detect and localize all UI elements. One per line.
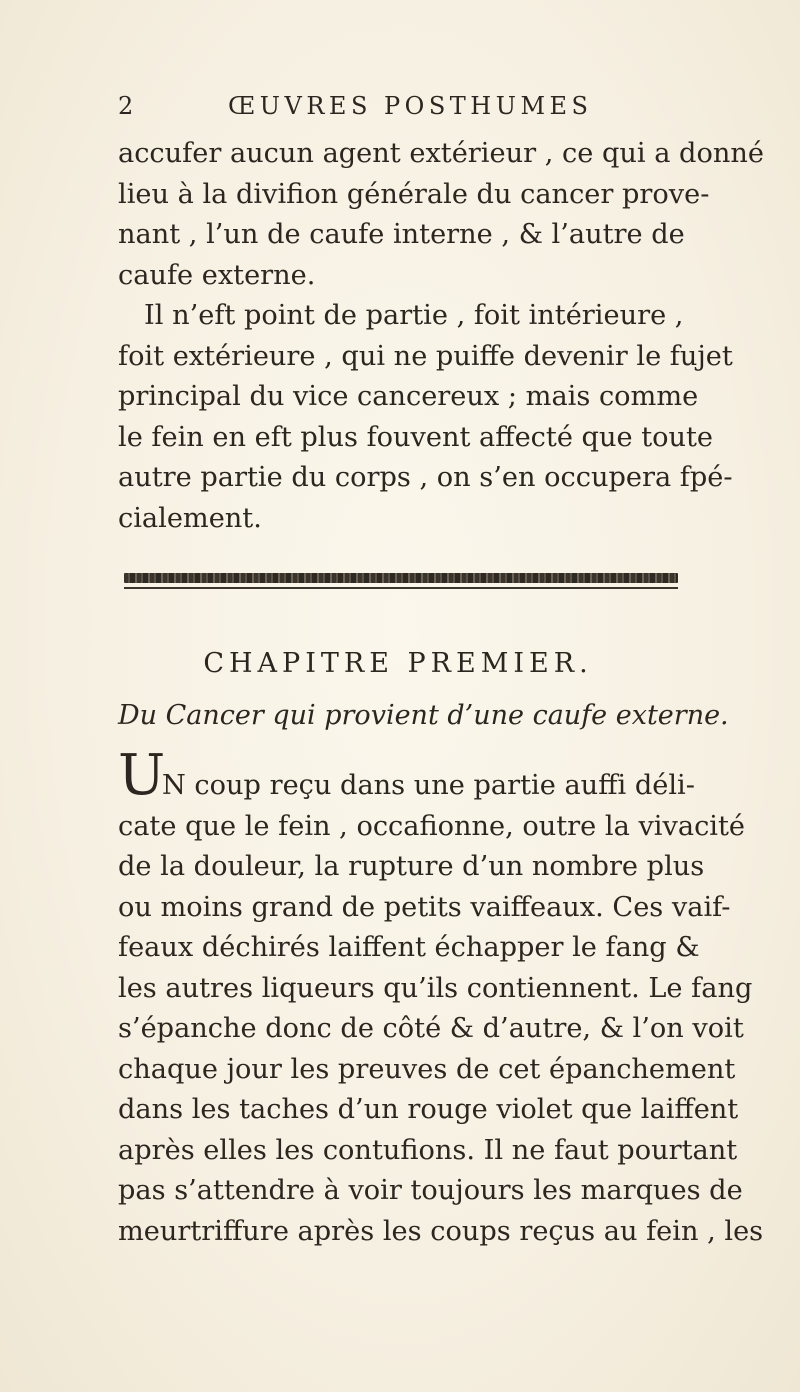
text-line: caufe externe. (118, 259, 316, 291)
text-line: le fein en eft plus fouvent affecté que toute (118, 421, 714, 453)
ornament-rule (124, 587, 678, 589)
text-line: pas s’attendre à voir toujours les marques de (118, 1175, 743, 1206)
text-line: lieu à la divifion générale du cancer prove- (118, 178, 710, 210)
text-line: dans les taches d’un rouge violet que laiffent (118, 1094, 739, 1125)
text-line: meurtriffure après les coups reçus au fein , les (118, 1215, 764, 1247)
text-line: autre partie du corps , on s’en occupera fpé- (118, 462, 733, 493)
text-line: de la douleur, la rupture d’un nombre plus (118, 851, 705, 882)
text-line: feaux déchirés laiffent échapper le fang & (118, 932, 700, 963)
text-line: les autres liqueurs qu’ils contiennent. Le fang (118, 972, 753, 1004)
text-line: nant , l’un de caufe interne , & l’autre de (118, 219, 685, 250)
ornamental-divider (124, 573, 678, 595)
drop-cap: U (118, 743, 166, 808)
body-paragraph (118, 766, 764, 1252)
chapter-title: CHAPITRE PREMIER. (203, 648, 593, 679)
text-line: s’épanche donc de côté & d’autre, & l’on voit (118, 1013, 744, 1044)
text-line: ou moins grand de petits vaiffeaux. Ces vaif- (118, 891, 731, 923)
text-line: après elles les contufions. Il ne faut pourtant (118, 1134, 738, 1166)
page-number: 2 (118, 92, 135, 120)
text-line: cate que le fein , occafionne, outre la vivacité (118, 810, 746, 842)
text-line: principal du vice cancereux ; mais comme (118, 381, 699, 412)
running-head (118, 92, 678, 126)
chapter-subtitle: Du Cancer qui provient d’une caufe externe. (118, 700, 729, 731)
text-line: foit extérieure , qui ne puiffe devenir le fujet (118, 340, 733, 372)
text-line: chaque jour les preuves de cet épanchement (118, 1053, 736, 1085)
intro-paragraphs (118, 134, 764, 539)
text-line: Il n’eft point de partie , foit intérieure , (144, 300, 684, 331)
text-line: N coup reçu dans une partie auffi déli- (162, 770, 695, 801)
text-line: accufer aucun agent extérieur , ce qui a donné (118, 138, 764, 169)
ornament-band (124, 573, 678, 583)
text-line: cialement. (118, 502, 262, 534)
running-title: ŒUVRES POSTHUMES (228, 92, 593, 120)
